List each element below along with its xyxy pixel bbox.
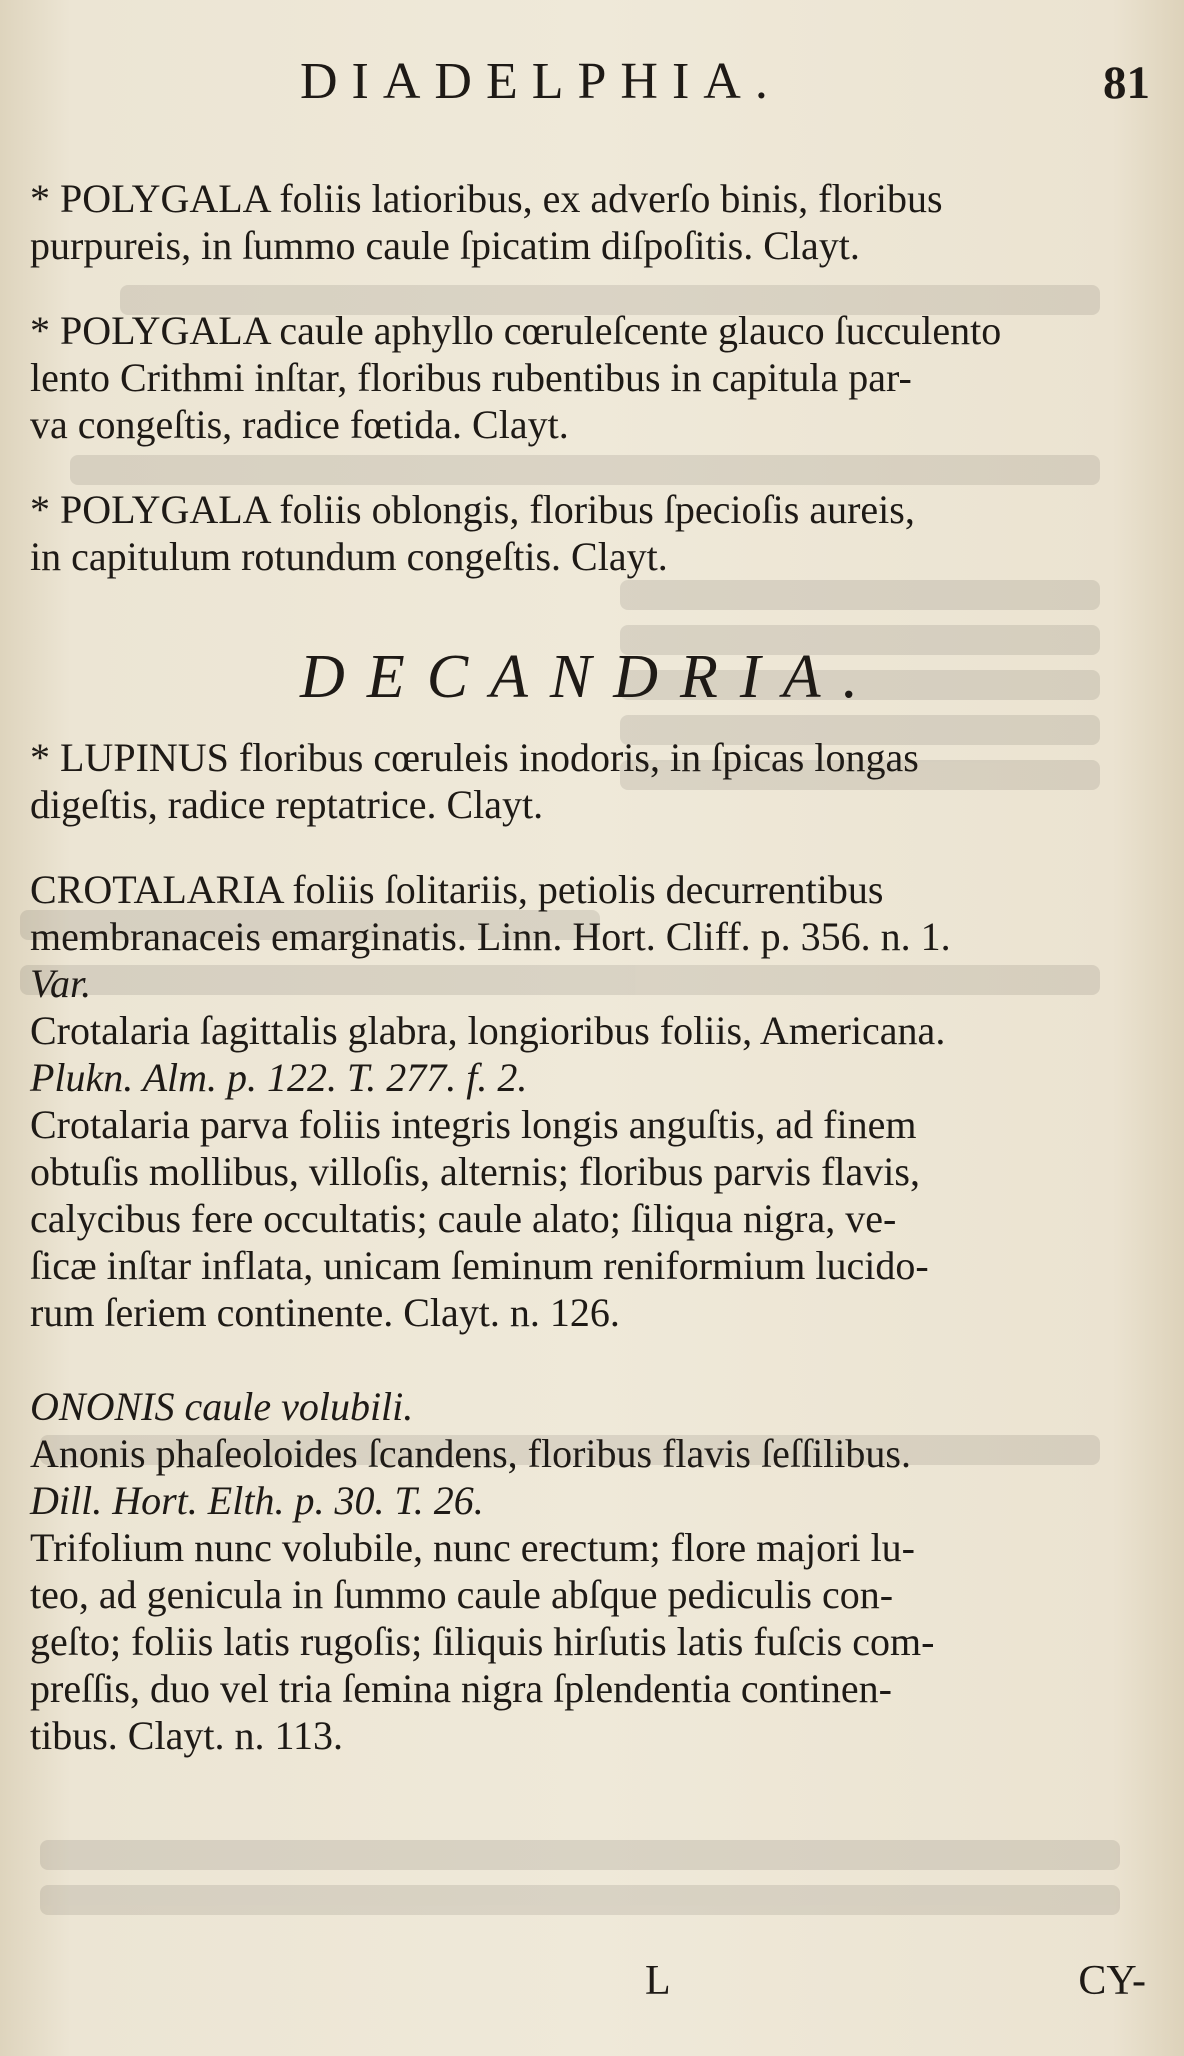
- text-line: Dill. Hort. Elth. p. 30. T. 26.: [30, 1478, 484, 1523]
- text-line: Anonis phaſeoloides ſcandens, floribus flavis ſeſſilibus.: [30, 1431, 911, 1476]
- page-header: [300, 48, 1160, 118]
- text-line: Var.: [30, 961, 92, 1006]
- entry-polygala-1: [30, 175, 1150, 269]
- signature-mark: L: [645, 1958, 671, 2004]
- text-line: * LUPINUS floribus cœruleis inodoris, in ſpicas longas: [30, 735, 919, 780]
- text-line: obtuſis mollibus, villoſis, alternis; floribus parvis flavis,: [30, 1149, 920, 1194]
- page-content: [30, 175, 1150, 1797]
- page-number: 81: [1103, 57, 1150, 109]
- entry-ononis: [30, 1383, 1150, 1759]
- text-line: preſſis, duo vel tria ſemina nigra ſplendentia continen-: [30, 1666, 892, 1711]
- text-line: va congeſtis, radice fœtida. Clayt.: [30, 402, 569, 447]
- text-line: * POLYGALA foliis latioribus, ex adverſo binis, floribus: [30, 176, 943, 221]
- text-line: * POLYGALA foliis oblongis, floribus ſpecioſis aureis,: [30, 487, 915, 532]
- text-line: * POLYGALA caule aphyllo cœruleſcente glauco ſucculento: [30, 308, 1002, 353]
- section-title: DECANDRIA.: [300, 643, 880, 711]
- text-line: Trifolium nunc volubile, nunc erectum; flore majori lu-: [30, 1525, 915, 1570]
- text-line: teo, ad genicula in ſummo caule abſque pediculis con-: [30, 1572, 894, 1617]
- catchword: CY-: [1078, 1958, 1146, 2004]
- text-line: Crotalaria ſagittalis glabra, longioribus foliis, Americana.: [30, 1008, 946, 1053]
- text-line: in capitulum rotundum congeſtis. Clayt.: [30, 534, 668, 579]
- text-line: membranaceis emarginatis. Linn. Hort. Cliff. p. 356. n. 1.: [30, 914, 951, 959]
- entry-lupinus: [30, 734, 1150, 828]
- text-line: Plukn. Alm. p. 122. T. 277. f. 2.: [30, 1055, 528, 1100]
- entry-polygala-2: [30, 307, 1150, 448]
- text-line: Crotalaria parva foliis integris longis anguſtis, ad finem: [30, 1102, 917, 1147]
- entry-crotalaria: [30, 866, 1150, 1336]
- text-line: ſicæ inſtar inflata, unicam ſeminum reniformium lucido-: [30, 1243, 929, 1288]
- entry-gap: [30, 1361, 1150, 1383]
- text-line: geſto; foliis latis rugoſis; ſiliquis hirſutis latis fuſcis com-: [30, 1619, 935, 1664]
- text-line: purpureis, in ſummo caule ſpicatim diſpoſitis. Clayt.: [30, 223, 860, 268]
- text-line: ONONIS caule volubili.: [30, 1384, 414, 1429]
- text-line: tibus. Clayt. n. 113.: [30, 1713, 343, 1758]
- text-line: rum ſeriem continente. Clayt. n. 126.: [30, 1290, 620, 1335]
- entry-polygala-3: [30, 486, 1150, 580]
- text-line: CROTALARIA foliis ſolitariis, petiolis decurrentibus: [30, 867, 884, 912]
- text-line: digeſtis, radice reptatrice. Clayt.: [30, 782, 544, 827]
- text-line: calycibus fere occultatis; caule alato; ſiliqua nigra, ve-: [30, 1196, 897, 1241]
- running-head: DIADELPHIA.: [300, 53, 782, 110]
- text-line: lento Crithmi inſtar, floribus rubentibus in capitula par-: [30, 355, 912, 400]
